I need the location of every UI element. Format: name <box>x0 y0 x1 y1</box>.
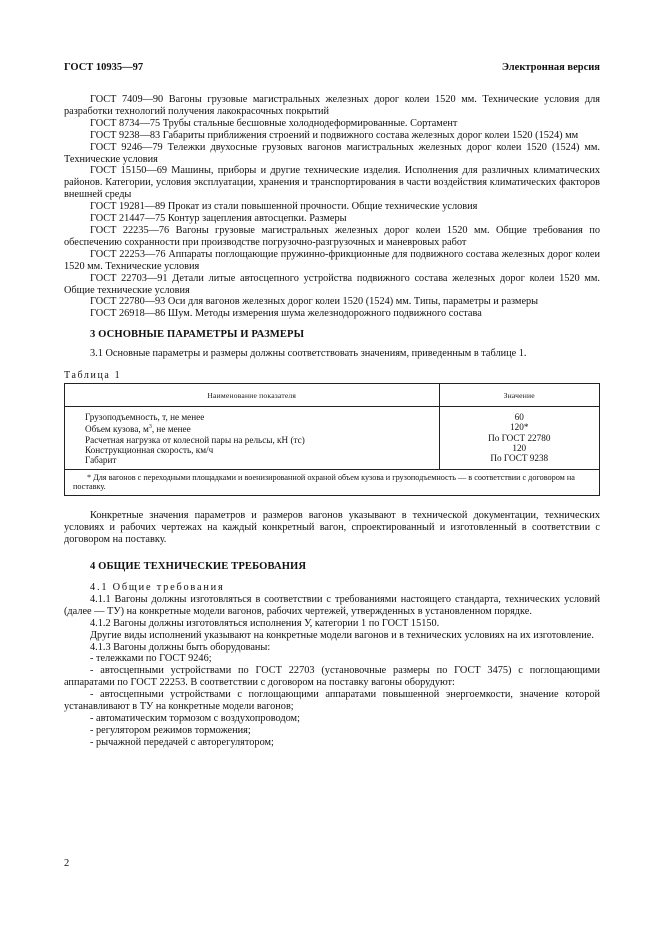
section-3-paragraph-2: Конкретные значения параметров и размеров вагонов указывают в технической документации, технических условиях и рабочих чертежах на каждый конкретный вагон, спроектированный и изготовленный в соответствии с договором на поставку. <box>64 510 600 546</box>
reference-item: ГОСТ 9238—83 Габариты приближения строений и подвижного состава железных дорог колеи 1520 (1524) мм <box>90 129 579 141</box>
table-names-cell <box>65 407 440 470</box>
reference-item: ГОСТ 22253—76 Аппараты поглощающие пружинно-фрикционные для подвижного состава железных дорог колеи 1520 мм. Технические условия <box>64 248 600 272</box>
clause-4-1-2-note: Другие виды исполнений указывают на конкретные модели вагонов и в технических условиях на их изготовление. <box>90 629 594 641</box>
table-footnote: * Для вагонов с переходными площадками и военизированной охраной объем кузова и грузоподъемность — в соответствии с договором на поставку. <box>65 469 600 496</box>
clause-4-1-2: 4.1.2 Вагоны должны изготовляться исполнения У, категории 1 по ГОСТ 15150. <box>90 617 440 629</box>
page-number: 2 <box>64 858 70 869</box>
reference-item: ГОСТ 21447—75 Контур зацепления автосцепки. Размеры <box>90 213 347 225</box>
equipment-item: - тележками по ГОСТ 9246; <box>90 653 212 665</box>
reference-item: ГОСТ 7409—90 Вагоны грузовые магистральных железных дорог колеи 1520 мм. Технические условия для разработки технологий получения лакокрасочных покрытий <box>64 94 600 117</box>
table-row-name: Расчетная нагрузка от колесной пары на рельсы, кН (тс) <box>85 434 305 445</box>
edition-label: Электронная версия <box>501 62 600 73</box>
table-row-value: По ГОСТ 9238 <box>490 453 549 464</box>
equipment-item: - автосцепными устройствами по ГОСТ 22703 (установочные размеры по ГОСТ 3475) с поглощающими аппаратами по ГОСТ 22253. В соответствии с договором на поставку вагоны оборудуют: <box>64 665 600 689</box>
section-3-paragraph-1: 3.1 Основные параметры и размеры должны соответствовать значениям, приведенным в таблице 1. <box>90 348 527 360</box>
reference-item: ГОСТ 22780—93 Оси для вагонов железных дорог колеи 1520 (1524) мм. Типы, параметры и размеры <box>90 296 539 308</box>
table-row-name: Габарит <box>85 455 117 466</box>
standard-code: ГОСТ 10935—97 <box>64 62 144 73</box>
equipment-item: - регулятором режимов торможения; <box>90 724 251 736</box>
parameters-table <box>64 383 600 496</box>
table-row-name: Грузоподъемность, т, не менее <box>85 412 205 423</box>
table-row-value: 120* <box>510 422 529 433</box>
normative-references <box>64 94 600 320</box>
table-row-name: Конструкционная скорость, км/ч <box>85 445 214 456</box>
table-caption: Таблица 1 <box>64 370 122 382</box>
table-values-cell <box>439 407 600 470</box>
reference-item: ГОСТ 19281—89 Прокат из стали повышенной прочности. Общие технические условия <box>90 201 478 213</box>
reference-item: ГОСТ 9246—79 Тележки двухосные грузовых вагонов магистральных железных дорог колеи 1520 (1524) мм. Технические условия <box>64 141 601 165</box>
reference-item: ГОСТ 8734—75 Трубы стальные бесшовные холоднодеформированные. Сортамент <box>90 117 458 129</box>
clause-4-1-1: 4.1.1 Вагоны должны изготовляться в соответствии с требованиями настоящего стандарта, технических условий (далее — ТУ) на конкретные модели вагонов, рабочих чертежей, утвержденных в установленном порядке. <box>64 593 600 617</box>
equipment-item: - рычажной передачей с авторегулятором; <box>90 736 274 748</box>
reference-item: ГОСТ 22235—76 Вагоны грузовые магистральных железных дорог колеи 1520 мм. Общие требования по обеспечению сохранности при производстве погрузочно-разгрузочных и маневровых работ <box>64 224 600 248</box>
section-3-title: 3 ОСНОВНЫЕ ПАРАМЕТРЫ И РАЗМЕРЫ <box>90 329 305 341</box>
reference-item: ГОСТ 15150—69 Машины, приборы и другие технические изделия. Исполнения для различных климатических районов. Категории, условия эксплуатации, хранения и транспортирования в части воздействия климатических факторов внешней среды <box>64 165 600 201</box>
table-header-value: Значение <box>439 384 600 407</box>
table-header-name: Наименование показателя <box>65 384 440 407</box>
page-header <box>64 62 600 78</box>
reference-item: ГОСТ 26918—86 Шум. Методы измерения шума железнодорожного подвижного состава <box>90 308 482 320</box>
subsection-4-1-title: 4.1 Общие требования <box>90 581 225 593</box>
document-page <box>64 62 600 749</box>
table-row-value: 60 <box>514 412 524 423</box>
table-row-name: Объем кузова, $м^3$, не менее <box>85 424 191 435</box>
reference-item: ГОСТ 22703—91 Детали литые автосцепного устройства подвижного состава железных дорог колеи 1520 мм. Общие технические условия <box>64 272 601 296</box>
table-row-value: По ГОСТ 22780 <box>488 432 551 443</box>
equipment-item: - автосцепными устройствами с поглощающими аппаратами повышенной энергоемкости, значение которой устанавливают в ТУ на конкретные модели вагонов; <box>64 689 600 713</box>
table-row-value: 120 <box>512 443 527 454</box>
clause-4-1-3: 4.1.3 Вагоны должны быть оборудованы: <box>90 641 271 653</box>
section-4-title: 4 ОБЩИЕ ТЕХНИЧЕСКИЕ ТРЕБОВАНИЯ <box>90 560 307 572</box>
equipment-item: - автоматическим тормозом с воздухопроводом; <box>90 712 300 724</box>
